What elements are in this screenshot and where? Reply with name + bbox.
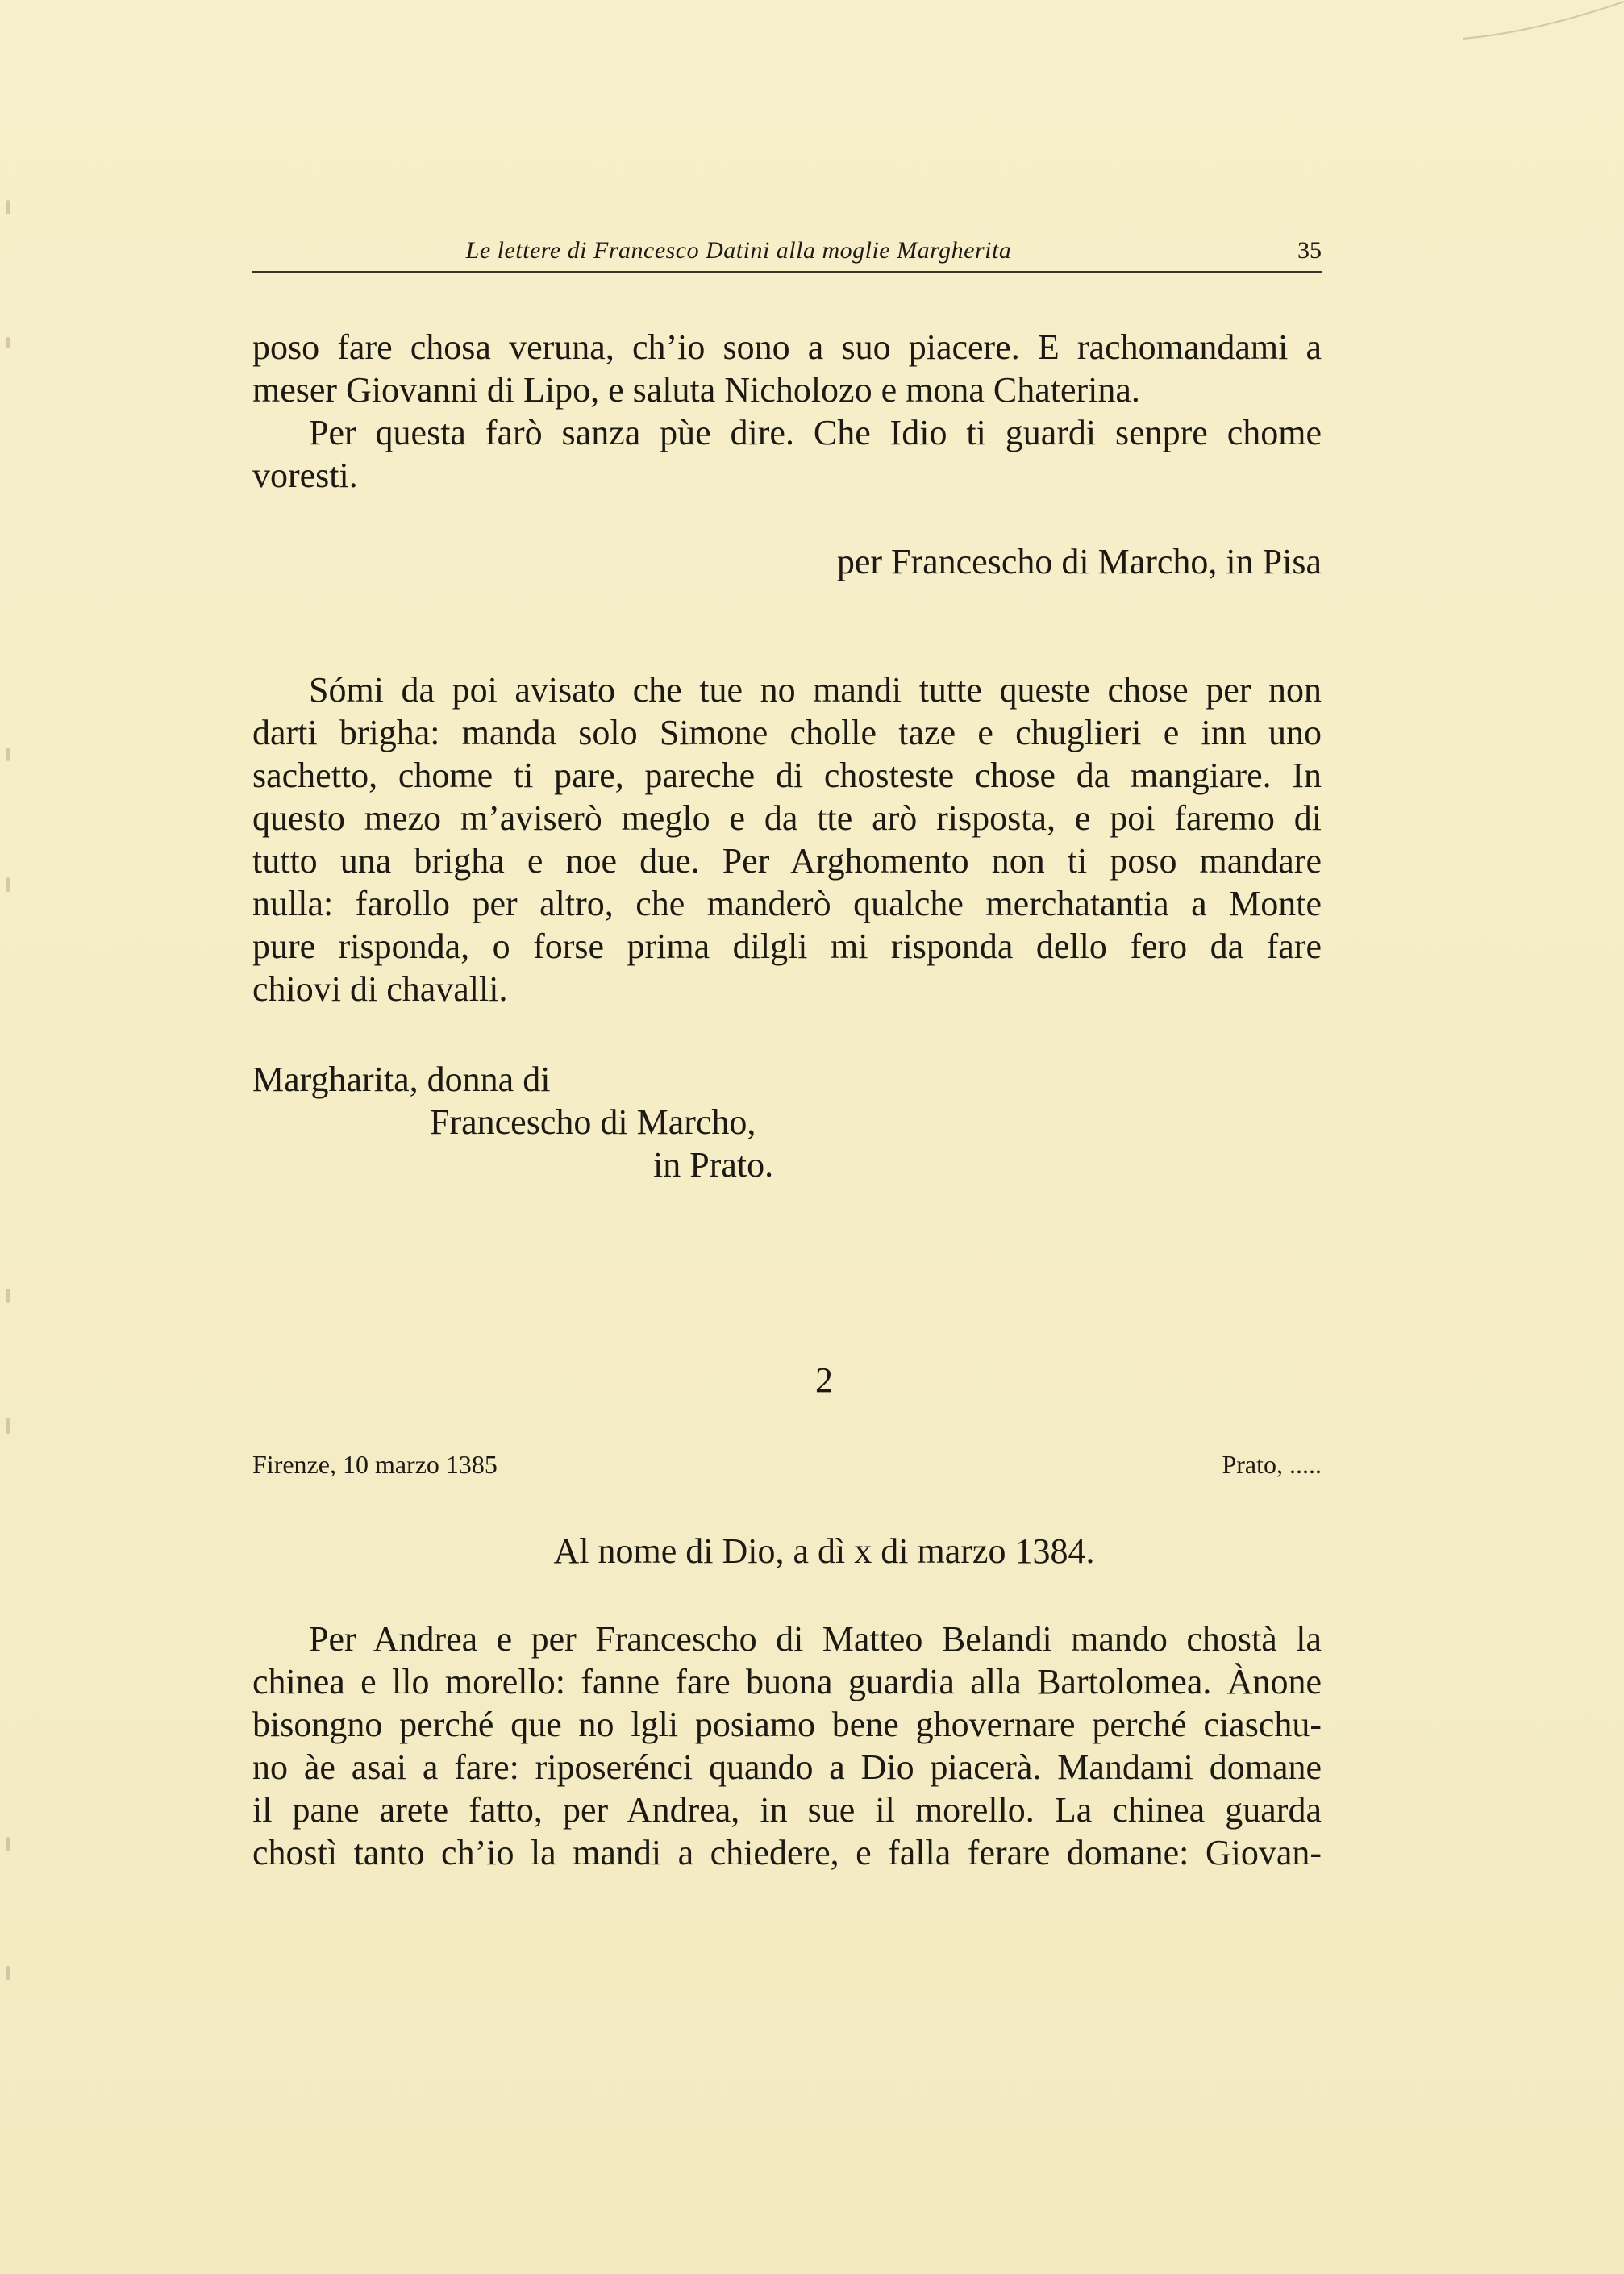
margin-mark bbox=[6, 748, 10, 761]
text-line: no àe asai a fare: riposerénci quando a Dio piacerà. Mandami domane bbox=[252, 1747, 1322, 1787]
letter1-postscript bbox=[252, 668, 1322, 1010]
text-line: il pane arete fatto, per Andrea, in sue il morello. La chinea guarda bbox=[252, 1790, 1322, 1830]
text-line: Per Andrea e per Francescho di Matteo Belandi mando chostà la bbox=[309, 1619, 1322, 1659]
invocation: Al nome di Dio, a dì x di marzo 1384. bbox=[553, 1531, 1095, 1571]
letter1-opening bbox=[252, 326, 1322, 497]
margin-mark bbox=[6, 200, 10, 214]
paragraph bbox=[252, 411, 1322, 497]
address-line: Francescho di Marcho, bbox=[430, 1102, 756, 1142]
text-line: bisongno perché que no lgli posiamo bene ghovernare perché ciaschu- bbox=[252, 1705, 1322, 1744]
margin-mark bbox=[6, 337, 10, 348]
text-line: tutto una brigha e noe due. Per Arghomento non ti poso mandare bbox=[252, 841, 1322, 881]
text-line: chinea e llo morello: fanne fare buona guardia alla Bartolomea. Ànone bbox=[252, 1662, 1322, 1701]
text-line: darti brigha: manda solo Simone cholle taze e chuglieri e inn uno bbox=[252, 713, 1322, 752]
text-line: questo mezo m’aviserò meglo e da tte arò risposta, e poi faremo di bbox=[252, 798, 1322, 838]
running-title: Le lettere di Francesco Datini alla moglie Margherita bbox=[465, 237, 1012, 264]
margin-mark bbox=[6, 1418, 10, 1434]
letter-number: 2 bbox=[815, 1360, 833, 1400]
margin-mark bbox=[6, 1289, 10, 1303]
text-line: poso fare chosa veruna, ch’io sono a suo piacere. E rachomandami a bbox=[252, 327, 1322, 367]
text-line: sachetto, chome ti pare, pareche di chosteste chose da mangiare. In bbox=[252, 756, 1322, 795]
letter1-signature: per Francescho di Marcho, in Pisa bbox=[836, 542, 1322, 581]
date-from: Firenze, 10 marzo 1385 bbox=[252, 1450, 498, 1479]
paragraph bbox=[252, 668, 1322, 1010]
text-line: voresti. bbox=[252, 456, 358, 495]
text-line: nulla: farollo per altro, che manderò qualche merchatantia a Monte bbox=[252, 884, 1322, 923]
text-line: Per questa farò sanza pùe dire. Che Idio ti guardi senpre chome bbox=[309, 413, 1322, 452]
margin-mark bbox=[6, 1837, 10, 1851]
text-line: Sómi da poi avisato che tue no mandi tutte queste chose per non bbox=[309, 670, 1322, 710]
address-line: Margharita, donna di bbox=[252, 1060, 551, 1099]
date-to: Prato, ..... bbox=[1222, 1450, 1322, 1479]
margin-mark bbox=[6, 1966, 10, 1980]
text-line: chiovi di chavalli. bbox=[252, 969, 508, 1009]
margin-mark bbox=[6, 877, 10, 892]
page-number: 35 bbox=[1297, 237, 1322, 264]
text-line: meser Giovanni di Lipo, e saluta Nicholozo e mona Chaterina. bbox=[252, 370, 1140, 410]
page-corner-mark bbox=[1463, 0, 1624, 48]
text-line: chostì tanto ch’io la mandi a chiedere, e falla ferare domane: Giovan- bbox=[252, 1833, 1322, 1872]
paragraph bbox=[252, 326, 1322, 411]
address-line: in Prato. bbox=[653, 1145, 774, 1185]
running-header bbox=[252, 231, 1322, 273]
letter2-body bbox=[252, 1618, 1322, 1874]
paragraph bbox=[252, 1618, 1322, 1874]
text-line: pure risponda, o forse prima dilgli mi risponda dello fero da fare bbox=[252, 927, 1322, 966]
